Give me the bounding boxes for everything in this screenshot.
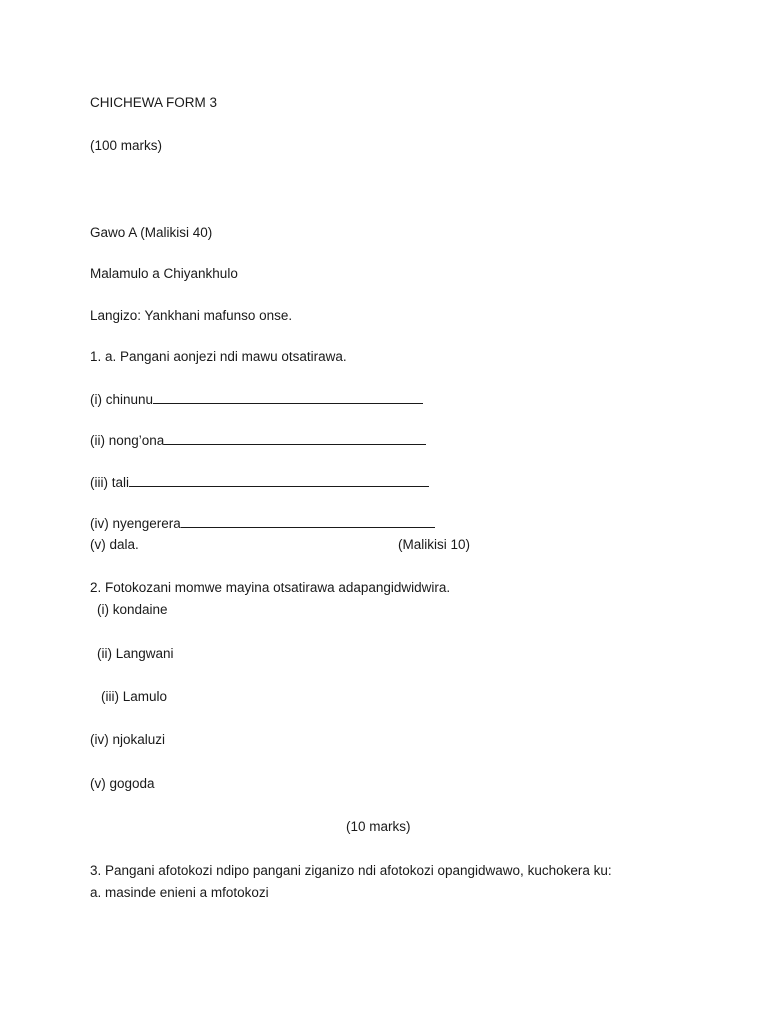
q1-item: (v) dala. — [90, 537, 139, 552]
q1-item-label: (ii) nong’ona — [90, 433, 165, 448]
section-a-subheading: Malamulo a Chiyankhulo — [90, 266, 238, 281]
q1-item — [90, 391, 423, 408]
q1-item-label: (iii) tali — [90, 475, 129, 490]
q1-marks: (Malikisi 10) — [398, 537, 471, 552]
answer-blank[interactable] — [164, 432, 426, 445]
document-title: CHICHEWA FORM 3 — [90, 95, 218, 110]
q2-prompt: 2. Fotokozani momwe mayina otsatirawa adapangidwidwira. — [90, 580, 451, 595]
q2-item: (i) kondaine — [97, 602, 168, 617]
section-a-heading: Gawo A (Malikisi 40) — [90, 225, 213, 240]
q1-item-label: (i) chinunu — [90, 392, 154, 407]
q2-item: (v) gogoda — [90, 776, 155, 791]
q3-prompt: 3. Pangani afotokozi ndipo pangani ziganizo ndi afotokozi opangidwawo, kuchokera ku: — [90, 863, 612, 878]
answer-blank[interactable] — [181, 515, 435, 528]
q2-item: (iii) Lamulo — [101, 689, 168, 704]
q1-item — [90, 474, 429, 491]
q3-item: a. masinde enieni a mfotokozi — [90, 885, 269, 900]
q2-item: (iv) njokaluzi — [90, 732, 166, 747]
answer-blank[interactable] — [153, 391, 423, 404]
q2-item: (ii) Langwani — [97, 646, 174, 661]
q1-prompt: 1. a. Pangani aonjezi ndi mawu otsatirawa. — [90, 349, 347, 364]
total-marks: (100 marks) — [90, 138, 163, 153]
answer-blank[interactable] — [129, 474, 429, 487]
q1-item — [90, 432, 426, 449]
q1-item-label: (iv) nyengerera — [90, 516, 181, 531]
section-a-instruction: Langizo: Yankhani mafunso onse. — [90, 308, 293, 323]
q1-item — [90, 515, 435, 532]
q2-marks: (10 marks) — [346, 819, 411, 834]
